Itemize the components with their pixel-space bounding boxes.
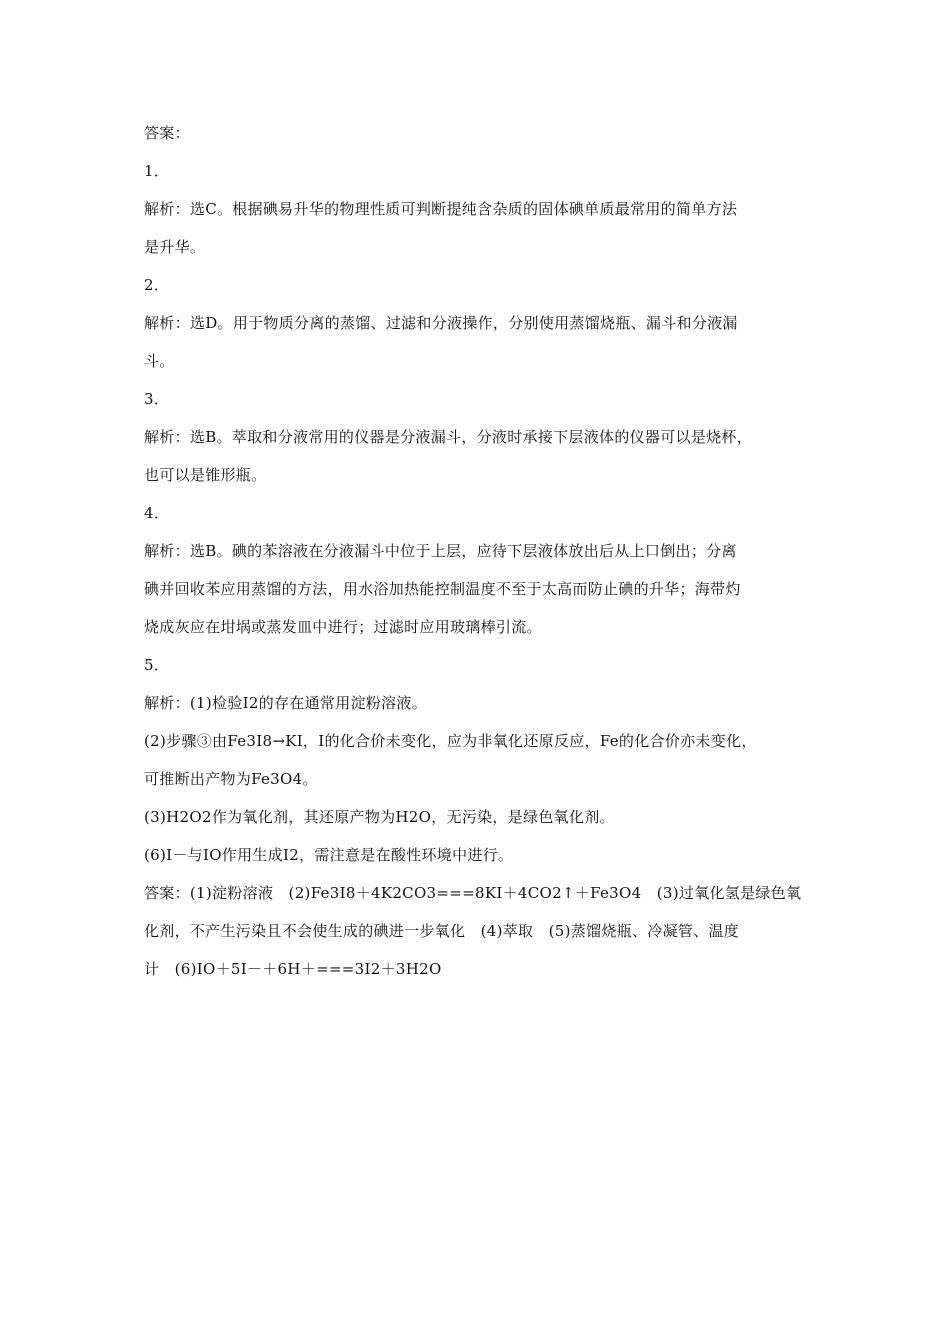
explanation-line: 烧成灰应在坩埚或蒸发皿中进行；过滤时应用玻璃棒引流。 <box>144 618 542 636</box>
explanation-line: 解析：选D。用于物质分离的蒸馏、过滤和分液操作，分别使用蒸馏烧瓶、漏斗和分液漏 <box>144 314 738 332</box>
explanation-line: 解析：选B。碘的苯溶液在分液漏斗中位于上层，应待下层液体放出后从上口倒出；分离 <box>144 542 737 560</box>
item-number: 3． <box>144 390 170 408</box>
answers-heading: 答案： <box>144 124 190 142</box>
item-number: 1． <box>144 162 170 180</box>
item-number: 5． <box>144 656 170 674</box>
explanation-line: 解析：选C。根据碘易升华的物理性质可判断提纯含杂质的固体碘单质最常用的简单方法 <box>144 200 738 218</box>
explanation-line: 可推断出产物为Fe3O4。 <box>144 770 318 788</box>
explanation-line: 斗。 <box>144 352 175 370</box>
explanation-line: 碘并回收苯应用蒸馏的方法，用水浴加热能控制温度不至于太高而防止碘的升华；海带灼 <box>144 580 741 598</box>
explanation-line: (2)步骤③由Fe3I8→KI，I的化合价未变化，应为非氧化还原反应，Fe的化合价亦未变化， <box>144 732 757 750</box>
explanation-line: 也可以是锥形瓶。 <box>144 466 267 484</box>
final-answer-line: 答案：(1)淀粉溶液 (2)Fe3I8＋4K2CO3===8KI＋4CO2↑＋Fe3O4 (3)过氧化氢是绿色氧 <box>144 884 802 902</box>
explanation-line: (3)H2O2作为氧化剂，其还原产物为H2O，无污染，是绿色氧化剂。 <box>144 808 615 826</box>
final-answer-line: 计 (6)IO＋5I－＋6H＋===3I2＋3H2O <box>144 960 442 978</box>
explanation-line: 解析：(1)检验I2的存在通常用淀粉溶液。 <box>144 694 428 712</box>
explanation-line: (6)I－与IO作用生成I2，需注意是在酸性环境中进行。 <box>144 846 514 864</box>
explanation-line: 是升华。 <box>144 238 206 256</box>
item-number: 4． <box>144 504 170 522</box>
final-answer-line: 化剂，不产生污染且不会使生成的碘进一步氧化 (4)萃取 (5)蒸馏烧瓶、冷凝管、温度 <box>144 922 740 940</box>
item-number: 2． <box>144 276 170 294</box>
explanation-line: 解析：选B。萃取和分液常用的仪器是分液漏斗，分液时承接下层液体的仪器可以是烧杯， <box>144 428 753 446</box>
answer-document <box>144 124 834 978</box>
